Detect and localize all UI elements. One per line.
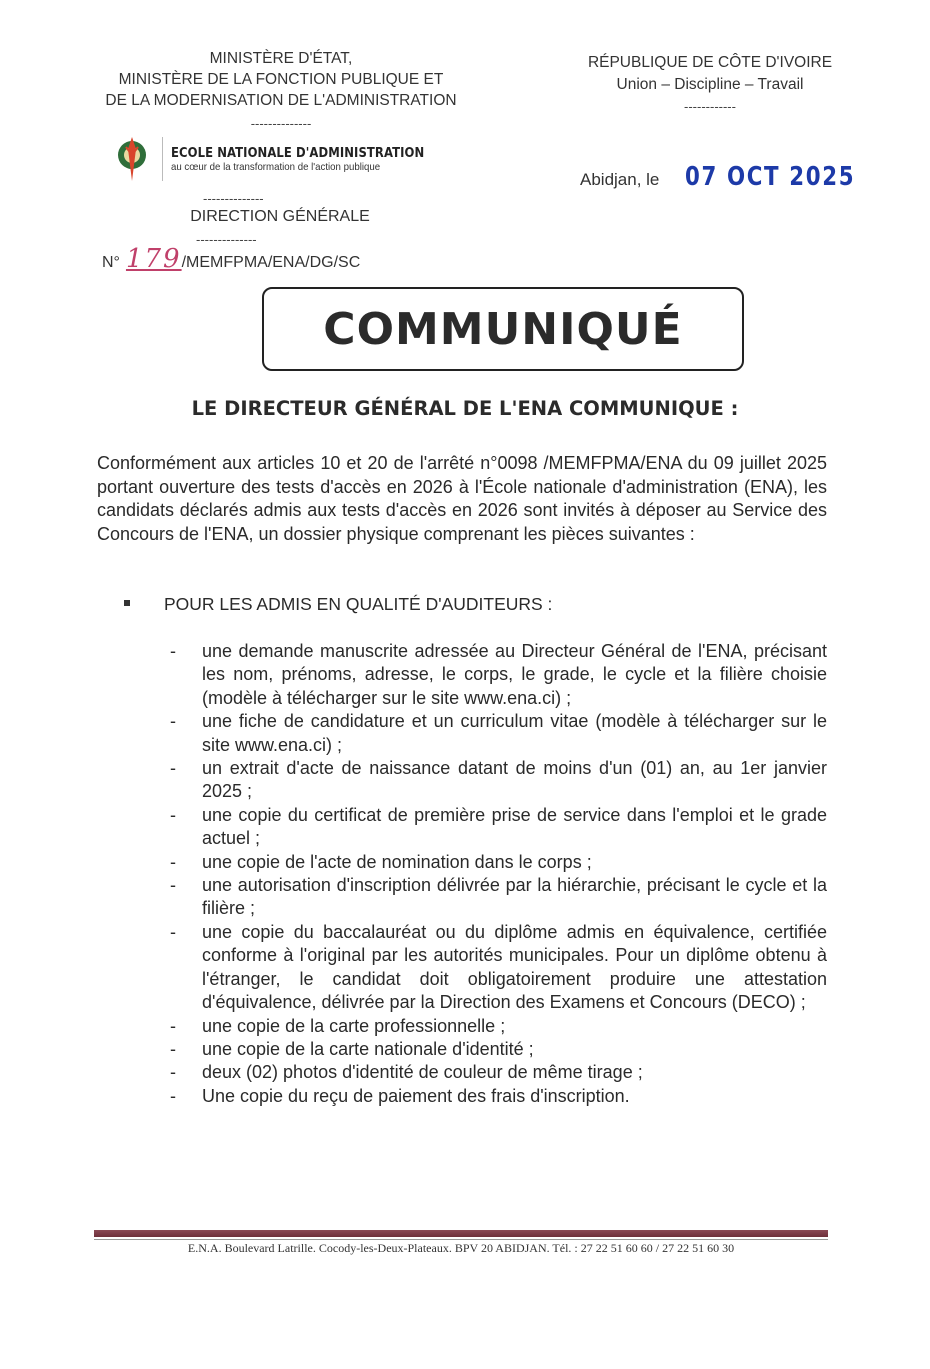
- dash-bullet: -: [170, 1085, 176, 1106]
- dash-bullet: -: [170, 711, 176, 732]
- school-tagline: au cœur de la transformation de l'action publique: [171, 161, 381, 173]
- list-item: [170, 851, 827, 874]
- list-item: [170, 1038, 827, 1061]
- list-item: [170, 874, 827, 921]
- reference-suffix: /MEMFPMA/ENA/DG/SC: [181, 254, 361, 271]
- country-name: RÉPUBLIQUE DE CÔTE D'IVOIRE: [587, 54, 833, 71]
- ministry-line-3: DE LA MODERNISATION DE L'ADMINISTRATION: [105, 92, 457, 109]
- list-item-text: Une copie du reçu de paiement des frais d'inscription.: [202, 1085, 630, 1106]
- title-box: [262, 287, 744, 371]
- intro-paragraph: Conformément aux articles 10 et 20 de l'arrêté n°0098 /MEMFPMA/ENA du 09 juillet 2025 portant ouverture des tests d'accès en 2026 à l'École nationale d'administration (ENA), les candidats déclarés admis aux tests d'accès en 2026 sont invités à déposer au Service des Concours de l'ENA, un dossier physique comprenant les pièces suivantes :: [97, 453, 827, 544]
- footer-thin-rule: [94, 1239, 828, 1240]
- dash-bullet: -: [170, 1015, 176, 1036]
- list-item: [170, 804, 827, 851]
- date-place: Abidjan, le: [580, 170, 660, 189]
- list-item-text: une copie du certificat de première prise de service dans l'emploi et le grade actuel ;: [202, 804, 827, 849]
- document-title: COMMUNIQUÉ: [323, 303, 683, 355]
- list-item-text: un extrait d'acte de naissance datant de moins d'un (01) an, au 1er janvier 2025 ;: [202, 758, 827, 802]
- dash-bullet: -: [170, 641, 176, 661]
- footer-address: E.N.A. Boulevard Latrille. Cocody-les-Deux-Plateaux. BPV 20 ABIDJAN. Tél. : 27 22 51 60 60 / 27 22 51 60 30: [187, 1241, 735, 1255]
- list-item: [170, 921, 827, 1015]
- section-heading: [124, 594, 552, 615]
- date-line: [580, 162, 893, 192]
- dash-bullet: -: [170, 804, 176, 825]
- republic-header: [580, 52, 840, 114]
- ministry-header: [96, 48, 466, 131]
- list-item: [170, 1061, 827, 1084]
- reference-prefix: N°: [102, 254, 120, 271]
- list-item: [170, 710, 827, 757]
- section-heading-text: POUR LES ADMIS EN QUALITÉ D'AUDITEURS :: [164, 594, 553, 614]
- square-bullet-icon: [124, 600, 130, 606]
- logo-divider: [162, 137, 163, 181]
- dash-bullet: -: [170, 875, 176, 896]
- header-separator: --------------: [250, 116, 312, 131]
- list-item: [170, 1085, 827, 1108]
- dash-bullet: -: [170, 758, 176, 779]
- list-item-text: deux (02) photos d'identité de couleur de même tirage ;: [202, 1062, 643, 1083]
- school-name: ECOLE NATIONALE D'ADMINISTRATION: [171, 145, 425, 161]
- separator-3: --------------: [196, 232, 257, 247]
- dash-bullet: -: [170, 1062, 176, 1083]
- list-item-text: une copie de l'acte de nomination dans le corps ;: [202, 851, 592, 872]
- republic-separator: ------------: [684, 99, 736, 114]
- direction-generale: DIRECTION GÉNÉRALE: [190, 208, 370, 225]
- national-motto: Union – Discipline – Travail: [616, 76, 804, 93]
- list-item-text: une fiche de candidature et un curriculum vitae (modèle à télécharger sur le site www.ena.ci) ;: [202, 711, 827, 755]
- ministry-line-2: MINISTÈRE DE LA FONCTION PUBLIQUE ET: [118, 71, 444, 88]
- footer-rule: [94, 1230, 828, 1237]
- dash-bullet: -: [170, 921, 176, 942]
- list-item: [170, 640, 827, 710]
- list-item: [170, 757, 827, 804]
- separator-2: --------------: [203, 191, 264, 206]
- list-item-text: une demande manuscrite adressée au Directeur Général de l'ENA, précisant les nom, prénoms, adresse, le corps, le grade, le cycle et la filière choisie (modèle à télécharger sur le site www.ena.ci) ;: [202, 641, 827, 708]
- required-documents-list: [170, 640, 827, 1108]
- list-item-text: une copie de la carte professionnelle ;: [202, 1015, 506, 1036]
- ena-logo: [112, 135, 466, 183]
- list-item: [170, 1015, 827, 1038]
- dash-bullet: -: [170, 1038, 176, 1059]
- list-item-text: une autorisation d'inscription délivrée par la hiérarchie, précisant le cycle et la filière ;: [202, 875, 827, 919]
- ena-emblem-icon: [112, 135, 156, 183]
- reference-number: [102, 244, 360, 274]
- list-item-text: une copie du baccalauréat ou du diplôme admis en équivalence, certifiée conforme à l'original par les autorités municipales. Pour un diplôme obtenu à l'étranger, le candidat doit obligatoirement produire une attestation d'équivalence, délivrée par la Direction des Examens et Concours (DECO) ;: [202, 921, 827, 1013]
- list-item-text: une copie de la carte nationale d'identité ;: [202, 1038, 534, 1059]
- dash-bullet: -: [170, 851, 176, 872]
- ministry-line-1: MINISTÈRE D'ÉTAT,: [209, 50, 353, 67]
- document-subtitle: LE DIRECTEUR GÉNÉRAL DE L'ENA COMMUNIQUE :: [191, 397, 739, 420]
- handwritten-number: 179: [125, 244, 182, 274]
- date-stamp: 07 OCT 2025: [685, 162, 856, 192]
